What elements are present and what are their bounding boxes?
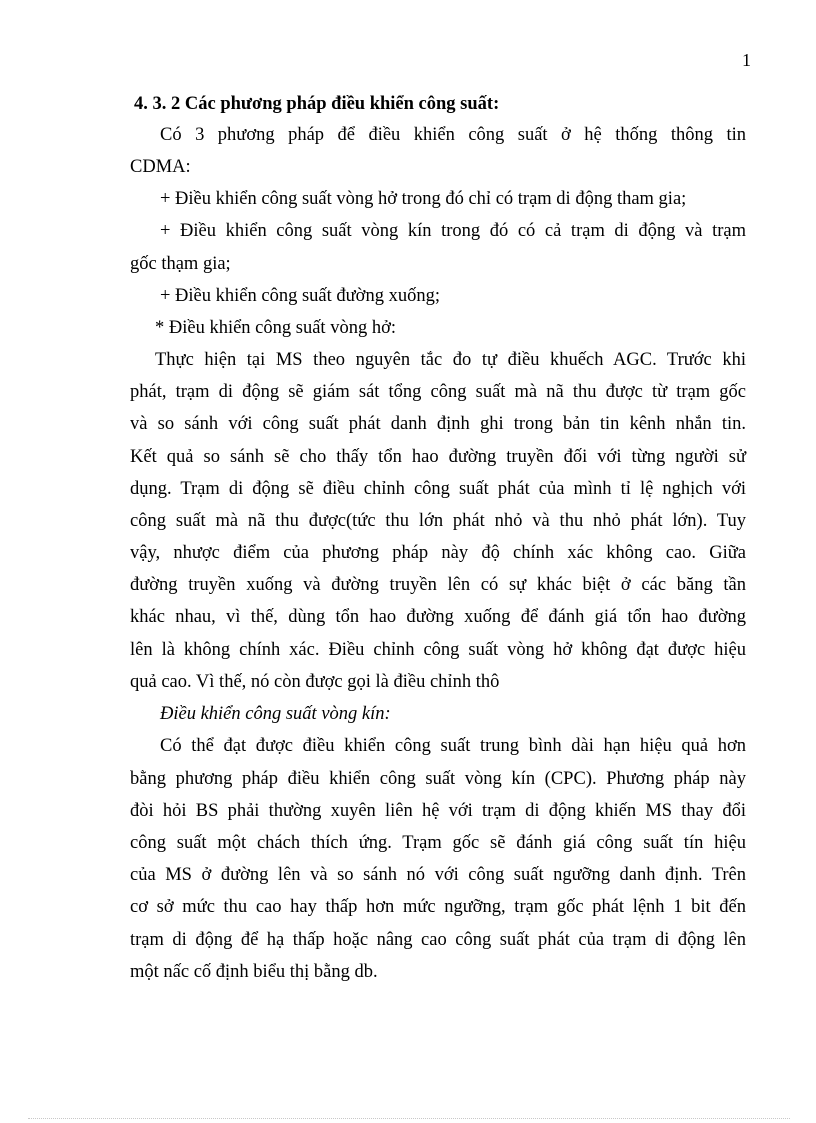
paragraph-line: công suất một chách thích ứng. Trạm gốc sẽ đánh giá công suất tín hiệu [130, 833, 746, 853]
paragraph-line: Có thể đạt được điều khiển công suất trung bình dài hạn hiệu quả hơn [160, 736, 746, 756]
paragraph-line: công suất mà nã thu được(tức thu lớn phát nhỏ và thu nhỏ phát lớn). Tuy [130, 511, 746, 531]
paragraph-line: của MS ở đường lên và so sánh nó với công suất ngưỡng danh định. Trên [130, 865, 746, 885]
page-bottom-rule [28, 1118, 790, 1119]
paragraph-line: Có 3 phương pháp để điều khiển công suất ở hệ thống thông tin [160, 125, 746, 145]
subheading-closed-loop: Điều khiển công suất vòng kín: [160, 704, 391, 724]
paragraph-line: lên là không chính xác. Điều chỉnh công suất vòng hở không đạt được hiệu [130, 640, 746, 660]
paragraph-line: phát, trạm di động sẽ giám sát tổng công suất mà nã thu được từ trạm gốc [130, 382, 746, 402]
paragraph-line: và so sánh với công suất phát danh định ghi trong bản tin kênh nhắn tin. [130, 414, 746, 434]
paragraph-line: quả cao. Vì thế, nó còn được gọi là điều chỉnh thô [130, 672, 500, 692]
list-item: + Điều khiển công suất vòng hở trong đó chỉ có trạm di động tham gia; [160, 189, 687, 209]
paragraph-line: cơ sở mức thu cao hay thấp hơn mức ngưỡng, trạm gốc phát lệnh 1 bit đến [130, 897, 746, 917]
section-heading: 4. 3. 2 Các phương pháp điều khiển công suất: [134, 94, 500, 114]
paragraph-line: một nấc cố định biểu thị bằng db. [130, 962, 378, 982]
list-item: + Điều khiển công suất đường xuống; [160, 286, 440, 306]
paragraph-line: Thực hiện tại MS theo nguyên tắc đo tự điều khuếch AGC. Trước khi [155, 350, 746, 370]
paragraph-line: đòi hỏi BS phải thường xuyên liên hệ với trạm di động khiến MS thay đổi [130, 801, 746, 821]
list-item: + Điều khiển công suất vòng kín trong đó có cả trạm di động và trạm [160, 221, 746, 241]
subheading-open-loop: * Điều khiển công suất vòng hở: [155, 318, 396, 338]
paragraph-line: CDMA: [130, 157, 191, 177]
page-number: 1 [742, 50, 751, 70]
paragraph-line: dụng. Trạm di động sẽ điều chỉnh công suất phát của mình tỉ lệ nghịch với [130, 479, 746, 499]
list-item-continuation: gốc thạm gia; [130, 254, 231, 274]
paragraph-line: bằng phương pháp điều khiển công suất vòng kín (CPC). Phương pháp này [130, 769, 746, 789]
paragraph-line: đường truyền xuống và đường truyền lên có sự khác biệt ở các băng tần [130, 575, 746, 595]
paragraph-line: khác nhau, vì thế, dùng tổn hao đường xuống để đánh giá tổn hao đường [130, 607, 746, 627]
paragraph-line: trạm di động để hạ thấp hoặc nâng cao công suất phát của trạm di động lên [130, 930, 746, 950]
paragraph-line: Kết quả so sánh sẽ cho thấy tổn hao đường truyền đối với từng người sử [130, 447, 746, 467]
paragraph-line: vậy, nhược điểm của phương pháp này độ chính xác không cao. Giữa [130, 543, 746, 563]
